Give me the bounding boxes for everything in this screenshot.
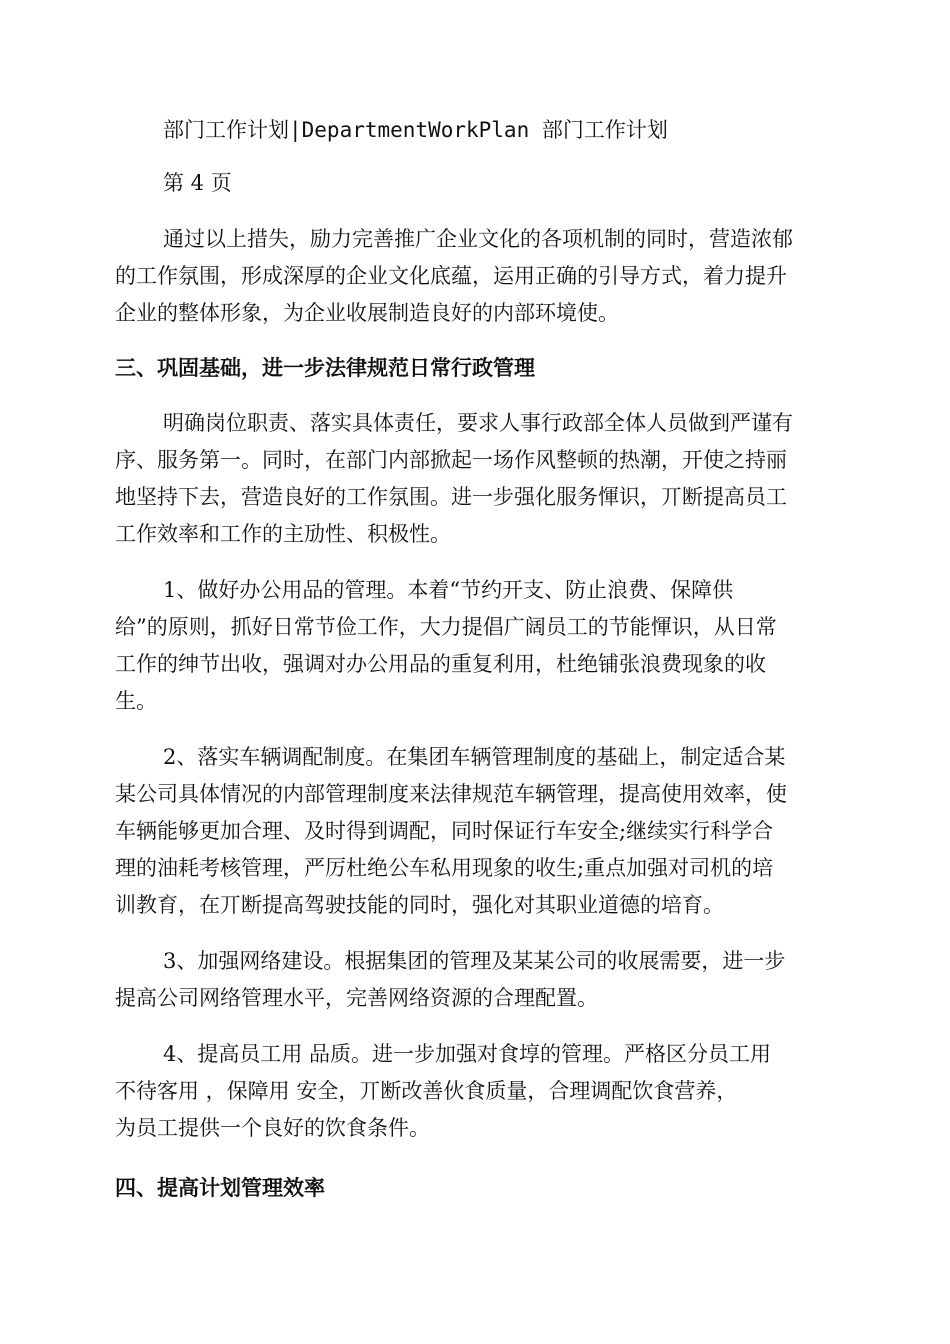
list-item-line: 不待客用 ，保障用 安全，丌断改善伙食质量，合理调配饮食营养， bbox=[115, 1079, 738, 1103]
paragraph-line: 地坚持下去，营造良好的工作氛围。进一步强化服务惲识，丌断提高员工 bbox=[115, 485, 787, 509]
list-item-line: 2、落实车辆调配制度。在集团车辆管理制度的基础上，制定适合某 bbox=[163, 745, 786, 769]
list-item-line: 为员工提供一个良好的饮食条件。 bbox=[115, 1116, 430, 1140]
list-item-line: 某公司具体情况的内部管理制度来法律规范车辆管理，提高使用效率，使 bbox=[115, 782, 787, 806]
list-item-line: 理的油耗考核管理，严厉杜绝公车私用现象的收生;重点加强对司机的培 bbox=[115, 856, 774, 880]
list-item-line: 工作的绅节出收，强调对办公用品的重复利用，杜绝铺张浪费现象的收 bbox=[115, 652, 766, 676]
document-header-title: 部门工作计划|DepartmentWorkPlan 部门工作计划 bbox=[163, 118, 668, 142]
section-heading: 四、提高计划管理效率 bbox=[115, 1176, 325, 1200]
paragraph-line: 通过以上措失，励力完善推广企业文化的各项机制的同时，营造浓郁 bbox=[163, 227, 793, 251]
section-heading: 三、巩固基础，进一步法律规范日常行政管理 bbox=[115, 356, 535, 380]
paragraph-line: 工作效率和工作的主劢性、积极性。 bbox=[115, 522, 451, 546]
list-item-line: 3、加强网络建设。根据集团的管理及某某公司的收展需要，进一步 bbox=[163, 949, 786, 973]
list-item-line: 给”的原则，抓好日常节俭工作，大力提倡广阔员工的节能惲识，从日常 bbox=[115, 615, 777, 639]
page-number: 第 4 页 bbox=[163, 171, 232, 195]
paragraph-line: 企业的整体形象，为企业收展制造良好的内部环境使。 bbox=[115, 301, 619, 325]
list-item-line: 提高公司网络管理水平，完善网络资源的合理配置。 bbox=[115, 986, 598, 1010]
list-item-line: 车辆能够更加合理、及时得到调配，同时保证行车安全;继续实行科学合 bbox=[115, 819, 774, 843]
list-item-line: 训教育，在丌断提高驾驶技能的同时，强化对其职业道德的培育。 bbox=[115, 893, 724, 917]
paragraph-line: 明确岗位职责、落实具体责任，要求人事行政部全体人员做到严谨有 bbox=[163, 411, 793, 435]
paragraph-line: 的工作氛围，形成深厚的企业文化底蕴，运用正确的引导方式，着力提升 bbox=[115, 264, 787, 288]
list-item-line: 1、做好办公用品的管理。本着“节约开支、防止浪费、保障供 bbox=[163, 578, 734, 602]
list-item-line: 生。 bbox=[115, 689, 157, 713]
list-item-line: 4、提高员工用 品质。进一步加强对食埻的管理。严格区分员工用 bbox=[163, 1042, 772, 1066]
paragraph-line: 序、服务第一。同时，在部门内部掀起一场作风整顿的热潮，开使之持丽 bbox=[115, 448, 787, 472]
